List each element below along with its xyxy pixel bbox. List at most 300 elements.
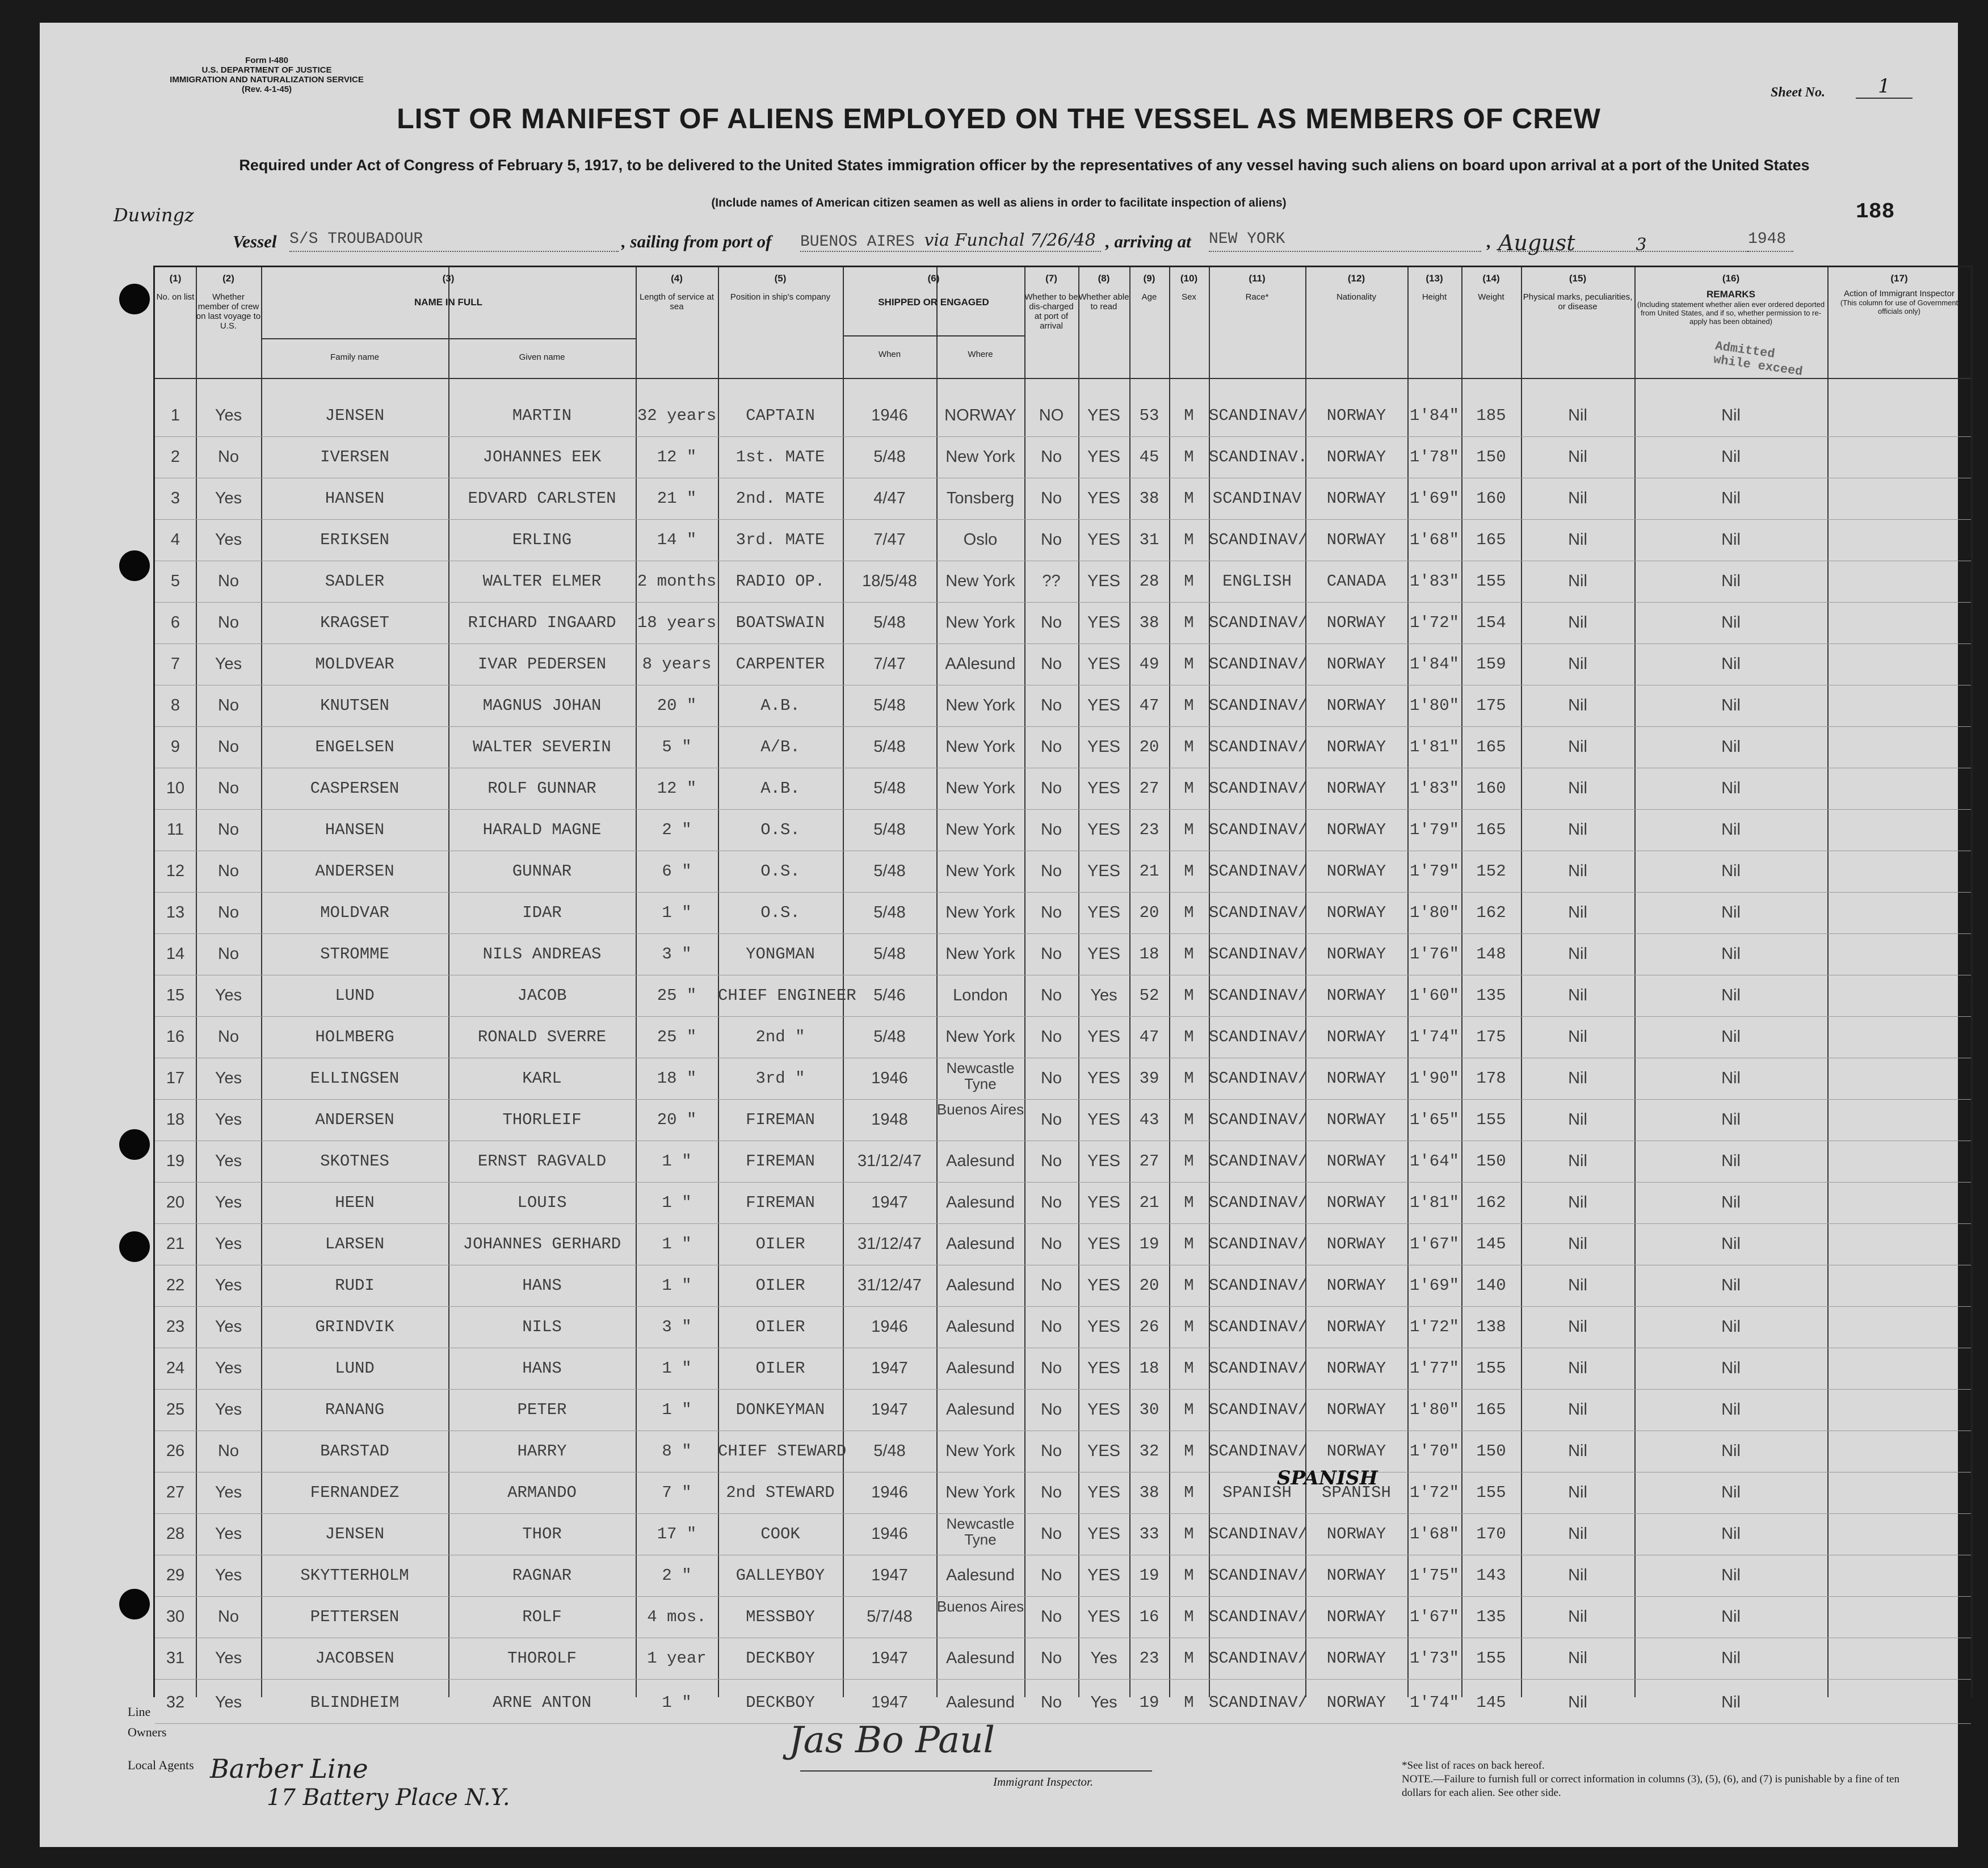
cell-race: SCANDINAV/ bbox=[1209, 779, 1308, 798]
cell-age: 39 bbox=[1139, 1069, 1159, 1088]
cell-marks: Nil bbox=[1568, 862, 1587, 880]
cell-nat: NORWAY bbox=[1326, 945, 1386, 964]
col-header-number: (1) No. on list bbox=[156, 273, 195, 302]
cell-position: DONKEYMAN bbox=[735, 1400, 825, 1419]
cell-marks: Nil bbox=[1568, 1608, 1587, 1626]
cell-age: 38 bbox=[1139, 613, 1159, 632]
cell-given: THORLEIF bbox=[502, 1110, 582, 1129]
cell-marks: Nil bbox=[1568, 1525, 1587, 1543]
cell-given: ARNE ANTON bbox=[492, 1693, 592, 1712]
cell-nat: NORWAY bbox=[1326, 1359, 1386, 1378]
agents-label: Local Agents bbox=[128, 1758, 194, 1772]
cell-when: 1946 bbox=[871, 406, 908, 424]
col-header-sex: (10) Sex bbox=[1180, 273, 1198, 302]
cell-race: SCANDINAV/ bbox=[1209, 738, 1308, 756]
cell-position: 1st. MATE bbox=[735, 448, 825, 466]
cell-age: 23 bbox=[1139, 821, 1159, 839]
cell-weight: 159 bbox=[1476, 655, 1506, 674]
cell-family: LARSEN bbox=[325, 1235, 385, 1253]
cell-family: JENSEN bbox=[325, 406, 385, 425]
cell-no: 18 bbox=[166, 1110, 185, 1129]
cell-family: RANANG bbox=[325, 1400, 385, 1419]
cell-marks: Nil bbox=[1568, 1400, 1587, 1419]
cell-marks: Nil bbox=[1568, 655, 1587, 673]
manifest-sheet bbox=[40, 23, 1958, 1847]
cell-family: CASPERSEN bbox=[310, 779, 400, 798]
cell-no: 17 bbox=[166, 1069, 185, 1087]
cell-height: 1'77" bbox=[1409, 1359, 1459, 1378]
cell-remarks: Nil bbox=[1721, 1693, 1741, 1711]
cell-prev: Yes bbox=[215, 1193, 242, 1211]
cell-read: YES bbox=[1087, 1028, 1121, 1046]
cell-family: JACOBSEN bbox=[315, 1649, 394, 1668]
cell-height: 1'60" bbox=[1409, 986, 1459, 1005]
cell-service: 1 " bbox=[662, 1152, 692, 1171]
cell-height: 1'81" bbox=[1409, 1193, 1459, 1212]
cell-where: Buenos Aires bbox=[936, 1101, 1024, 1118]
cell-height: 1'72" bbox=[1409, 1318, 1459, 1336]
cell-position: 2nd. MATE bbox=[735, 489, 825, 508]
cell-given: ROLF GUNNAR bbox=[487, 779, 596, 798]
cell-remarks: Nil bbox=[1721, 406, 1741, 424]
cell-family: KRAGSET bbox=[320, 613, 389, 632]
cell-marks: Nil bbox=[1568, 1693, 1587, 1711]
cell-family: HANSEN bbox=[325, 489, 385, 508]
cell-given: JOHANNES GERHARD bbox=[463, 1235, 621, 1253]
cell-age: 28 bbox=[1139, 572, 1159, 591]
cell-sex: M bbox=[1184, 986, 1194, 1005]
cell-height: 1'68" bbox=[1409, 1525, 1459, 1543]
cell-remarks: Nil bbox=[1721, 821, 1741, 839]
cell-where: New York bbox=[945, 1028, 1015, 1046]
cell-remarks: Nil bbox=[1721, 1483, 1741, 1501]
cell-no: 10 bbox=[166, 779, 185, 797]
cell-read: Yes bbox=[1090, 1693, 1117, 1711]
cell-where: NORWAY bbox=[944, 406, 1016, 424]
cell-given: HANS bbox=[522, 1359, 562, 1378]
cell-marks: Nil bbox=[1568, 779, 1587, 797]
cell-where: Aalesund bbox=[946, 1193, 1015, 1211]
cell-family: PETTERSEN bbox=[310, 1608, 400, 1626]
cell-age: 18 bbox=[1139, 1359, 1159, 1378]
cell-height: 1'74" bbox=[1409, 1028, 1459, 1046]
cell-family: KNUTSEN bbox=[320, 696, 389, 715]
cell-prev: Yes bbox=[215, 1400, 242, 1419]
cell-service: 2 " bbox=[662, 1566, 692, 1585]
footnotes: *See list of races on back hereof. NOTE.—Failure to furnish full or correct information in columns (3), (5), (6), and (7) is punishable by a fine of ten dollars for each alien. See other side. bbox=[1402, 1760, 1899, 1799]
cell-remarks: Nil bbox=[1721, 531, 1741, 549]
cell-when: 7/47 bbox=[873, 531, 906, 549]
cell-remarks: Nil bbox=[1721, 738, 1741, 756]
cell-no: 1 bbox=[170, 406, 180, 424]
cell-service: 5 " bbox=[662, 738, 692, 756]
cell-sex: M bbox=[1184, 1566, 1194, 1585]
cell-height: 1'67" bbox=[1409, 1235, 1459, 1253]
cell-weight: 155 bbox=[1476, 1359, 1506, 1378]
cell-nat: NORWAY bbox=[1326, 1318, 1386, 1336]
cell-remarks: Nil bbox=[1721, 1649, 1741, 1667]
cell-remarks: Nil bbox=[1721, 489, 1741, 507]
cell-height: 1'84" bbox=[1409, 655, 1459, 674]
cell-no: 30 bbox=[166, 1608, 185, 1626]
spanish-handwriting: SPANISH bbox=[1277, 1467, 1378, 1490]
cell-no: 9 bbox=[170, 738, 180, 756]
cell-nat: NORWAY bbox=[1326, 1693, 1386, 1712]
cell-nat: NORWAY bbox=[1326, 406, 1386, 425]
cell-position: O.S. bbox=[760, 903, 800, 922]
col-header-height: (13) Height bbox=[1422, 273, 1447, 302]
cell-weight: 155 bbox=[1476, 1483, 1506, 1502]
cell-prev: No bbox=[217, 821, 239, 839]
cell-height: 1'80" bbox=[1409, 1400, 1459, 1419]
cell-when: 5/46 bbox=[873, 986, 906, 1004]
cell-position: OILER bbox=[755, 1359, 805, 1378]
cell-weight: 150 bbox=[1476, 448, 1506, 466]
cell-discharge: No bbox=[1040, 1235, 1062, 1253]
form-id: Form I-480 U.S. DEPARTMENT OF JUSTICE IMMIGRATION AND NATURALIZATION SERVICE (Rev. 4-1-45) bbox=[170, 56, 364, 94]
cell-weight: 165 bbox=[1476, 531, 1506, 549]
cell-height: 1'80" bbox=[1409, 696, 1459, 715]
cell-family: JENSEN bbox=[325, 1525, 385, 1543]
cell-remarks: Nil bbox=[1721, 1110, 1741, 1129]
cell-sex: M bbox=[1184, 821, 1194, 839]
agents-handwriting-1: Barber Line bbox=[210, 1753, 368, 1784]
cell-height: 1'79" bbox=[1409, 862, 1459, 881]
cell-weight: 148 bbox=[1476, 945, 1506, 964]
cell-nat: NORWAY bbox=[1326, 821, 1386, 839]
cell-race: SCANDINAV/ bbox=[1209, 821, 1308, 839]
col-header-race: (11) Race* bbox=[1245, 273, 1269, 302]
cell-family: LUND bbox=[335, 986, 375, 1005]
cell-prev: Yes bbox=[215, 1318, 242, 1336]
admitted-stamp: Admitted while exceed bbox=[1712, 339, 1804, 379]
cell-position: CARPENTER bbox=[735, 655, 825, 674]
cell-service: 20 " bbox=[657, 696, 697, 715]
cell-height: 1'90" bbox=[1409, 1069, 1459, 1088]
cell-height: 1'74" bbox=[1409, 1693, 1459, 1712]
cell-no: 28 bbox=[166, 1525, 185, 1543]
cell-discharge: No bbox=[1040, 1318, 1062, 1336]
cell-discharge: No bbox=[1040, 655, 1062, 673]
cell-weight: 162 bbox=[1476, 903, 1506, 922]
cell-marks: Nil bbox=[1568, 986, 1587, 1004]
vessel-name: S/S TROUBADOUR bbox=[289, 230, 619, 252]
cell-marks: Nil bbox=[1568, 1318, 1587, 1336]
cell-given: LOUIS bbox=[517, 1193, 567, 1212]
cell-remarks: Nil bbox=[1721, 655, 1741, 673]
cell-discharge: No bbox=[1040, 489, 1062, 507]
cell-service: 1 " bbox=[662, 1276, 692, 1295]
crew-table bbox=[153, 266, 1973, 1712]
cell-when: 5/7/48 bbox=[867, 1608, 913, 1626]
cell-age: 18 bbox=[1139, 945, 1159, 964]
cell-prev: Yes bbox=[215, 489, 242, 507]
cell-where: London bbox=[953, 986, 1008, 1004]
cell-read: YES bbox=[1087, 696, 1121, 714]
cell-position: MESSBOY bbox=[746, 1608, 815, 1626]
cell-position: A.B. bbox=[760, 779, 800, 798]
cell-read: YES bbox=[1087, 1110, 1121, 1129]
cell-weight: 155 bbox=[1476, 1110, 1506, 1129]
cell-height: 1'69" bbox=[1409, 489, 1459, 508]
cell-no: 5 bbox=[170, 572, 180, 590]
cell-family: BARSTAD bbox=[320, 1442, 389, 1461]
cell-remarks: Nil bbox=[1721, 903, 1741, 922]
cell-when: 5/48 bbox=[873, 821, 906, 839]
cell-nat: NORWAY bbox=[1326, 1235, 1386, 1253]
cell-where: AAlesund bbox=[945, 655, 1016, 673]
cell-remarks: Nil bbox=[1721, 1442, 1741, 1460]
cell-when: 5/48 bbox=[873, 613, 906, 632]
cell-service: 32 years bbox=[637, 406, 717, 425]
cell-age: 38 bbox=[1139, 489, 1159, 508]
cell-sex: M bbox=[1184, 1693, 1194, 1712]
cell-discharge: ?? bbox=[1042, 572, 1061, 590]
cell-no: 23 bbox=[166, 1318, 185, 1336]
cell-given: THOR bbox=[522, 1525, 562, 1543]
cell-family: ENGELSEN bbox=[315, 738, 394, 756]
cell-nat: NORWAY bbox=[1326, 1069, 1386, 1088]
cell-sex: M bbox=[1184, 1318, 1194, 1336]
cell-when: 4/47 bbox=[873, 489, 906, 507]
cell-sex: M bbox=[1184, 613, 1194, 632]
cell-prev: No bbox=[217, 696, 239, 714]
cell-remarks: Nil bbox=[1721, 696, 1741, 714]
col-header-previous-voyage: (2) Whether member of crew on last voyage to U.S. bbox=[196, 273, 261, 331]
cell-marks: Nil bbox=[1568, 1483, 1587, 1501]
cell-given: ARMANDO bbox=[507, 1483, 577, 1502]
cell-age: 20 bbox=[1139, 903, 1159, 922]
cell-discharge: No bbox=[1040, 862, 1062, 880]
cell-sex: M bbox=[1184, 696, 1194, 715]
cell-race: SCANDINAV/ bbox=[1209, 1028, 1308, 1046]
cell-marks: Nil bbox=[1568, 738, 1587, 756]
cell-where: Newcastle Tyne bbox=[946, 1059, 1015, 1092]
cell-family: HANSEN bbox=[325, 821, 385, 839]
cell-race: SCANDINAV/ bbox=[1209, 1069, 1308, 1088]
cell-age: 19 bbox=[1139, 1566, 1159, 1585]
cell-prev: Yes bbox=[215, 1649, 242, 1667]
cell-when: 5/48 bbox=[873, 779, 906, 797]
cell-age: 27 bbox=[1139, 1152, 1159, 1171]
cell-race: SCANDINAV/ bbox=[1209, 406, 1308, 425]
cell-prev: Yes bbox=[215, 1483, 242, 1501]
cell-position: 3rd. MATE bbox=[735, 531, 825, 549]
cell-when: 1947 bbox=[871, 1566, 908, 1584]
cell-marks: Nil bbox=[1568, 945, 1587, 963]
cell-service: 20 " bbox=[657, 1110, 697, 1129]
cell-given: IVAR PEDERSEN bbox=[477, 655, 607, 674]
cell-no: 25 bbox=[166, 1400, 185, 1419]
cell-nat: NORWAY bbox=[1326, 779, 1386, 798]
cell-discharge: No bbox=[1040, 1069, 1062, 1087]
cell-where: Aalesund bbox=[946, 1152, 1015, 1170]
cell-prev: Yes bbox=[215, 986, 242, 1004]
cell-nat: NORWAY bbox=[1326, 1442, 1386, 1461]
punch-hole bbox=[119, 550, 150, 581]
cell-weight: 143 bbox=[1476, 1566, 1506, 1585]
cell-nat: NORWAY bbox=[1326, 1152, 1386, 1171]
cell-service: 1 " bbox=[662, 1359, 692, 1378]
cell-nat: NORWAY bbox=[1326, 448, 1386, 466]
cell-position: RADIO OP. bbox=[735, 572, 825, 591]
cell-family: RUDI bbox=[335, 1276, 375, 1295]
cell-discharge: No bbox=[1040, 821, 1062, 839]
cell-remarks: Nil bbox=[1721, 986, 1741, 1004]
cell-height: 1'72" bbox=[1409, 613, 1459, 632]
col-header-service: (4) Length of service at sea bbox=[640, 273, 714, 312]
cell-position: BOATSWAIN bbox=[735, 613, 825, 632]
cell-position: 2nd STEWARD bbox=[726, 1483, 835, 1502]
cell-where: New York bbox=[945, 572, 1015, 590]
cell-no: 12 bbox=[166, 862, 185, 880]
cell-age: 31 bbox=[1139, 531, 1159, 549]
cell-service: 25 " bbox=[657, 986, 697, 1005]
cell-read: YES bbox=[1087, 1193, 1121, 1211]
cell-given: NILS ANDREAS bbox=[482, 945, 602, 964]
cell-weight: 150 bbox=[1476, 1152, 1506, 1171]
cell-sex: M bbox=[1184, 1483, 1194, 1502]
cell-read: YES bbox=[1087, 1525, 1121, 1543]
cell-nat: NORWAY bbox=[1326, 696, 1386, 715]
cell-where: Aalesund bbox=[946, 1400, 1015, 1419]
cell-position: OILER bbox=[755, 1318, 805, 1336]
cell-nat: NORWAY bbox=[1326, 986, 1386, 1005]
cell-nat: CANADA bbox=[1326, 572, 1386, 591]
col-header-age: (9) Age bbox=[1141, 273, 1157, 302]
cell-discharge: No bbox=[1040, 696, 1062, 714]
cell-given: MARTIN bbox=[512, 406, 572, 425]
cell-given: ERNST RAGVALD bbox=[477, 1152, 607, 1171]
cell-nat: NORWAY bbox=[1326, 1193, 1386, 1212]
cell-age: 47 bbox=[1139, 1028, 1159, 1046]
cell-service: 18 years bbox=[637, 613, 717, 632]
cell-when: 5/48 bbox=[873, 448, 906, 466]
cell-given: WALTER ELMER bbox=[482, 572, 602, 591]
cell-service: 25 " bbox=[657, 1028, 697, 1046]
cell-weight: 154 bbox=[1476, 613, 1506, 632]
cell-family: FERNANDEZ bbox=[310, 1483, 400, 1502]
cell-marks: Nil bbox=[1568, 1152, 1587, 1170]
cell-marks: Nil bbox=[1568, 448, 1587, 466]
cell-race: SCANDINAV/ bbox=[1209, 696, 1308, 715]
cell-discharge: NO bbox=[1039, 406, 1064, 424]
cell-position: 3rd " bbox=[755, 1069, 805, 1088]
cell-height: 1'78" bbox=[1409, 448, 1459, 466]
cell-discharge: No bbox=[1040, 1400, 1062, 1419]
cell-read: YES bbox=[1087, 1566, 1121, 1584]
cell-age: 30 bbox=[1139, 1400, 1159, 1419]
cell-remarks: Nil bbox=[1721, 1152, 1741, 1170]
cell-where: New York bbox=[945, 821, 1015, 839]
cell-nat: NORWAY bbox=[1326, 1028, 1386, 1046]
cell-where: Aalesund bbox=[946, 1276, 1015, 1294]
cell-read: YES bbox=[1087, 572, 1121, 590]
cell-discharge: No bbox=[1040, 613, 1062, 632]
cell-when: 1946 bbox=[871, 1318, 908, 1336]
cell-weight: 162 bbox=[1476, 1193, 1506, 1212]
cell-read: YES bbox=[1087, 448, 1121, 466]
cell-age: 33 bbox=[1139, 1525, 1159, 1543]
cell-when: 31/12/47 bbox=[858, 1152, 922, 1170]
cell-read: YES bbox=[1087, 489, 1121, 507]
cell-race: ENGLISH bbox=[1222, 572, 1292, 591]
cell-no: 27 bbox=[166, 1483, 185, 1501]
cell-where: New York bbox=[945, 945, 1015, 963]
cell-race: SCANDINAV bbox=[1212, 489, 1302, 508]
date-comma: , bbox=[1487, 232, 1491, 251]
cell-sex: M bbox=[1184, 1359, 1194, 1378]
cell-race: SCANDINAV/ bbox=[1209, 1400, 1308, 1419]
inspector-label: Immigrant Inspector. bbox=[993, 1775, 1094, 1789]
cell-prev: No bbox=[217, 448, 239, 466]
cell-position: COOK bbox=[760, 1525, 800, 1543]
cell-race: SCANDINAV/ bbox=[1209, 986, 1308, 1005]
cell-given: JOHANNES EEK bbox=[482, 448, 602, 466]
cell-sex: M bbox=[1184, 655, 1194, 674]
arriving-port: NEW YORK bbox=[1209, 230, 1481, 252]
cell-remarks: Nil bbox=[1721, 1235, 1741, 1253]
col-header-where: Where bbox=[968, 350, 993, 359]
cell-given: PETER bbox=[517, 1400, 567, 1419]
cell-sex: M bbox=[1184, 1235, 1194, 1253]
col-header-position: (5) Position in ship's company bbox=[730, 273, 831, 302]
cell-discharge: No bbox=[1040, 1359, 1062, 1377]
cell-when: 5/48 bbox=[873, 696, 906, 714]
cell-discharge: No bbox=[1040, 779, 1062, 797]
cell-sex: M bbox=[1184, 903, 1194, 922]
cell-family: MOLDVEAR bbox=[315, 655, 394, 674]
cell-remarks: Nil bbox=[1721, 1608, 1741, 1626]
cell-read: YES bbox=[1087, 1359, 1121, 1377]
cell-prev: No bbox=[217, 945, 239, 963]
cell-weight: 152 bbox=[1476, 862, 1506, 881]
cell-position: CHIEF STEWARD bbox=[718, 1442, 847, 1461]
cell-no: 13 bbox=[166, 903, 185, 922]
cell-discharge: No bbox=[1040, 1483, 1062, 1501]
cell-discharge: No bbox=[1040, 1152, 1062, 1170]
cell-weight: 155 bbox=[1476, 572, 1506, 591]
document-subtitle: Required under Act of Congress of February 5, 1917, to be delivered to the United States immigration officer by the representatives of any vessel having such aliens on board upon arrival at a port of the United States bbox=[239, 157, 1810, 174]
cell-height: 1'72" bbox=[1409, 1483, 1459, 1502]
owners-label: Owners bbox=[128, 1725, 167, 1739]
cell-family: ANDERSEN bbox=[315, 862, 394, 881]
punch-hole bbox=[119, 284, 150, 314]
punch-hole bbox=[119, 1129, 150, 1160]
cell-race: SCANDINAV/ bbox=[1209, 1566, 1308, 1585]
cell-sex: M bbox=[1184, 1028, 1194, 1046]
cell-race: SCANDINAV/ bbox=[1209, 1235, 1308, 1253]
cell-read: Yes bbox=[1090, 986, 1117, 1004]
cell-family: SKYTTERHOLM bbox=[300, 1566, 409, 1585]
cell-sex: M bbox=[1184, 738, 1194, 756]
cell-read: YES bbox=[1087, 779, 1121, 797]
cell-weight: 138 bbox=[1476, 1318, 1506, 1336]
cell-sex: M bbox=[1184, 862, 1194, 881]
cell-weight: 150 bbox=[1476, 1442, 1506, 1461]
cell-height: 1'70" bbox=[1409, 1442, 1459, 1461]
cell-when: 5/48 bbox=[873, 903, 906, 922]
cell-given: HANS bbox=[522, 1276, 562, 1295]
cell-race: SPANISH bbox=[1222, 1483, 1292, 1502]
cell-when: 5/48 bbox=[873, 862, 906, 880]
cell-race: SCANDINAV/ bbox=[1209, 945, 1308, 964]
cell-family: STROMME bbox=[320, 945, 389, 964]
cell-no: 3 bbox=[170, 489, 180, 507]
cell-weight: 170 bbox=[1476, 1525, 1506, 1543]
cell-where: Aalesund bbox=[946, 1566, 1015, 1584]
cell-service: 1 " bbox=[662, 1235, 692, 1253]
